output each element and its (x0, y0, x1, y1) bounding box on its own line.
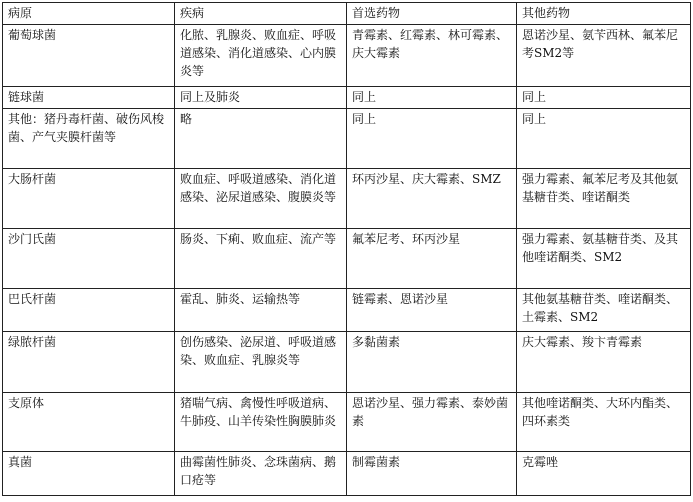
header-pathogen: 病原 (3, 3, 175, 25)
cell-first-choice: 恩诺沙星、强力霉素、泰妙菌素 (347, 393, 517, 452)
cell-disease: 同上及肺炎 (175, 87, 347, 109)
cell-other-drugs: 同上 (517, 109, 691, 169)
cell-pathogen: 其他：猪丹毒杆菌、破伤风梭菌、产气夹膜杆菌等 (3, 109, 175, 169)
cell-other-drugs: 庆大霉素、羧卞青霉素 (517, 332, 691, 393)
cell-first-choice: 制霉菌素 (347, 452, 517, 496)
cell-pathogen: 葡萄球菌 (3, 25, 175, 87)
cell-first-choice: 青霉素、红霉素、林可霉素、庆大霉素 (347, 25, 517, 87)
cell-first-choice: 链霉素、恩诺沙星 (347, 289, 517, 332)
header-first-choice-drug: 首选药物 (347, 3, 517, 25)
header-other-drugs: 其他药物 (517, 3, 691, 25)
cell-first-choice: 多黏菌素 (347, 332, 517, 393)
cell-pathogen: 真菌 (3, 452, 175, 496)
table-row (3, 25, 691, 87)
cell-other-drugs: 其他氨基糖苷类、喹诺酮类、土霉素、SM2 (517, 289, 691, 332)
table-row (3, 332, 691, 393)
cell-first-choice: 环丙沙星、庆大霉素、SMZ (347, 169, 517, 229)
cell-pathogen: 链球菌 (3, 87, 175, 109)
cell-disease: 曲霉菌性肺炎、念珠菌病、鹅口疮等 (175, 452, 347, 496)
cell-other-drugs: 同上 (517, 87, 691, 109)
table-row (3, 229, 691, 289)
table-row (3, 452, 691, 496)
cell-other-drugs: 强力霉素、氟苯尼考及其他氨基糖苷类、喹诺酮类 (517, 169, 691, 229)
cell-disease: 略 (175, 109, 347, 169)
cell-pathogen: 沙门氏菌 (3, 229, 175, 289)
cell-disease: 创伤感染、泌尿道、呼吸道感染、败血症、乳腺炎等 (175, 332, 347, 393)
cell-disease: 肠炎、下痢、败血症、流产等 (175, 229, 347, 289)
cell-disease: 化脓、乳腺炎、败血症、呼吸道感染、消化道感染、心内膜炎等 (175, 25, 347, 87)
cell-other-drugs: 恩诺沙星、氨苄西林、氟苯尼考SM2等 (517, 25, 691, 87)
cell-disease: 败血症、呼吸道感染、消化道感染、泌尿道感染、腹膜炎等 (175, 169, 347, 229)
cell-first-choice: 氟苯尼考、环丙沙星 (347, 229, 517, 289)
table-header-row (3, 3, 691, 25)
cell-first-choice: 同上 (347, 109, 517, 169)
pathogen-drug-table (2, 2, 691, 496)
table-row (3, 169, 691, 229)
cell-first-choice: 同上 (347, 87, 517, 109)
cell-pathogen: 绿脓杆菌 (3, 332, 175, 393)
table-row (3, 393, 691, 452)
table-row (3, 289, 691, 332)
cell-pathogen: 支原体 (3, 393, 175, 452)
cell-disease: 猪喘气病、禽慢性呼吸道病、牛肺疫、山羊传染性胸膜肺炎 (175, 393, 347, 452)
cell-pathogen: 大肠杆菌 (3, 169, 175, 229)
table-row (3, 109, 691, 169)
cell-other-drugs: 其他喹诺酮类、大环内酯类、四环素类 (517, 393, 691, 452)
cell-pathogen: 巴氏杆菌 (3, 289, 175, 332)
header-disease: 疾病 (175, 3, 347, 25)
cell-other-drugs: 克霉唑 (517, 452, 691, 496)
table-row (3, 87, 691, 109)
cell-disease: 霍乱、肺炎、运输热等 (175, 289, 347, 332)
cell-other-drugs: 强力霉素、氨基糖苷类、及其他喹诺酮类、SM2 (517, 229, 691, 289)
